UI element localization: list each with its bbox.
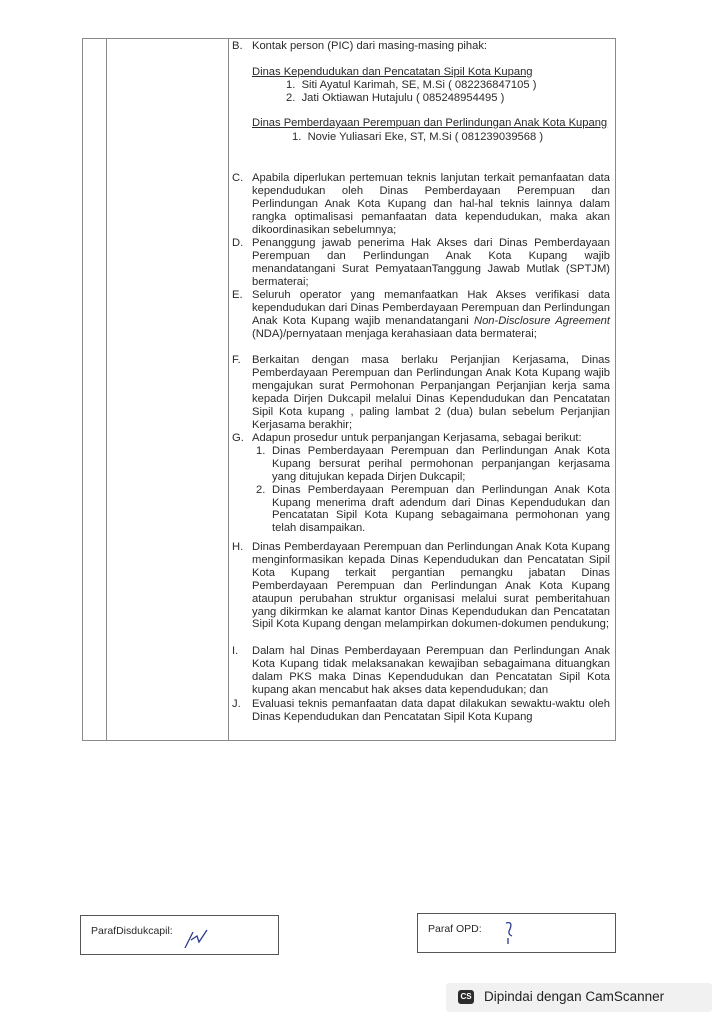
- item-label: J.: [232, 698, 241, 710]
- pic-group-dukcapil: [252, 66, 536, 105]
- item-j: [232, 698, 610, 724]
- item-text-part: (NDA)/pernyataan menjaga kerahasiaan data bermaterai;: [252, 327, 537, 340]
- item-label: D.: [232, 237, 244, 249]
- item-b: [232, 40, 610, 53]
- contact-number: 2.: [286, 91, 296, 104]
- item-label: C.: [232, 172, 244, 184]
- item-text: Adapun prosedur untuk perpanjangan Kerjasama, sebagai berikut:: [252, 432, 582, 444]
- signature-icon: [181, 922, 211, 952]
- contact-text: Novie Yuliasari Eke, ST, M.Si ( 081239039568 ): [307, 130, 544, 143]
- item-label: I.: [232, 645, 239, 657]
- signature-icon: [502, 918, 518, 946]
- item-text: Apabila diperlukan pertemuan teknis lanjutan terkait pemanfaatan data kependudukan oleh Dinas Pemberdayaan Perempuan dan Perlindungan Anak Kota Kupang dan hal-hal teknis lainnya dalam rangka optimalisasi pemanfaatan data kependudukan, maka akan dikoordinasikan sebelumnya;: [252, 172, 610, 236]
- procedure-step: [252, 484, 610, 536]
- step-number: 1.: [256, 444, 266, 457]
- item-text: Dinas Pemberdayaan Perempuan dan Perlindungan Anak Kota Kupang menginformasikan kepada Dinas Kependudukan dan Pencatatan Sipil Kota Kupang terkait pergantian pemangku jabatan Dinas Pemberdayaan Perempuan dan Perlindungan Anak Kota Kupang ataupun perubahan struktur organisasi melalui surat pemberitahuan yang dikirmkan ke alamat kantor Dinas Kependudukan dan Pencatatan Sipil Kota Kupang dengan melampirkan dokumen-dokumen pendukung;: [252, 541, 610, 631]
- item-label: E.: [232, 289, 243, 301]
- contact-text: Jati Oktiawan Hutajulu ( 085248954495 ): [301, 91, 505, 104]
- item-label: F.: [232, 354, 241, 366]
- item-i: [232, 645, 610, 697]
- item-g: [232, 432, 610, 535]
- item-text-part: Seluruh operator yang memanfaatkan Hak Akses verifikasi data kependudukan dari Dinas Pemberdayaan Perempuan dan Perlindungan Anak Kota Kupang wajib menandatangani: [252, 289, 610, 327]
- pic-group-heading: Dinas Pemberdayaan Perempuan dan Perlindungan Anak Kota Kupang: [252, 117, 608, 129]
- pic-group-dp3a: [252, 117, 610, 144]
- watermark-text: Dipindai dengan CamScanner: [484, 989, 665, 1004]
- procedure-step: [252, 445, 610, 484]
- item-e: [232, 289, 610, 341]
- contact-number: 1.: [286, 78, 296, 91]
- item-d: [232, 237, 610, 289]
- step-text: Dinas Pemberdayaan Perempuan dan Perlindungan Anak Kota Kupang menerima draft adendum dari Dinas Kependudukan dan Pencatatan Sipil Kota Kupang sebagaimana permohonan yang telah disampaikan.: [272, 483, 610, 535]
- item-label: H.: [232, 541, 244, 553]
- camscanner-logo-icon: CS: [458, 990, 474, 1004]
- item-text: Dalam hal Dinas Pemberdayaan Perempuan dan Perlindungan Anak Kota Kupang tidak melaksanakan kewajiban sebagaimana dituangkan dalam PKS maka Dinas Kependudukan dan Pencatatan Sipil Kota kupang akan mencabut hak akses data kependudukan; dan: [252, 645, 610, 696]
- column-divider: [228, 39, 229, 740]
- item-text: [252, 289, 610, 341]
- camscanner-watermark: [446, 983, 712, 1012]
- paraf-label: ParafDisdukcapil:: [91, 925, 173, 937]
- item-text: Berkaitan dengan masa berlaku Perjanjian Kerjasama, Dinas Pemberdayaan Perempuan dan Perlindungan Anak Kota Kupang wajib mengajukan surat Permohonan Perpanjangan Perjanjian kerja sama kepada Dirjen Dukcapil melalui Dinas Kependudukan dan Pencatatan Sipil Kota kupang , paling lambat 2 (dua) bulan sebelum Perjanjian Kerjasama berakhir;: [252, 354, 610, 431]
- contact-number: 1.: [292, 130, 302, 143]
- item-label: G.: [232, 432, 244, 444]
- item-text: Kontak person (PIC) dari masing-masing pihak:: [252, 40, 488, 52]
- step-number: 2.: [256, 483, 266, 496]
- item-text: Penanggung jawab penerima Hak Akses dari Dinas Pemberdayaan Perempuan dan Perlindungan Anak Kota Kupang wajib menandatangani Surat PemyataanTanggung Jawab Mutlak (SPTJM) bermaterai;: [252, 237, 610, 288]
- step-text: Dinas Pemberdayaan Perempuan dan Perlindungan Anak Kota Kupang bersurat perihal permohonan perpanjangan kerjasama yang ditujukan kepada Dirjen Dukcapil;: [272, 444, 610, 483]
- paraf-disdukcapil-box: [80, 915, 279, 955]
- item-text-italic: Non-Disclosure Agreement: [474, 314, 610, 327]
- paraf-opd-box: [417, 913, 616, 953]
- contact-text: Siti Ayatul Karimah, SE, M.Si ( 082236847105 ): [301, 78, 537, 91]
- item-c: [232, 172, 610, 237]
- item-f: [232, 354, 610, 431]
- item-text: Evaluasi teknis pemanfaatan data dapat dilakukan sewaktu-waktu oleh Dinas Kependudukan dan Pencatatan Sipil Kota Kupang: [252, 698, 610, 723]
- item-label: B.: [232, 40, 243, 52]
- pic-group-heading: Dinas Kependudukan dan Pencatatan Sipil Kota Kupang: [252, 66, 533, 78]
- column-divider: [106, 39, 107, 740]
- paraf-label: Paraf OPD:: [428, 923, 482, 935]
- item-h: [232, 541, 610, 631]
